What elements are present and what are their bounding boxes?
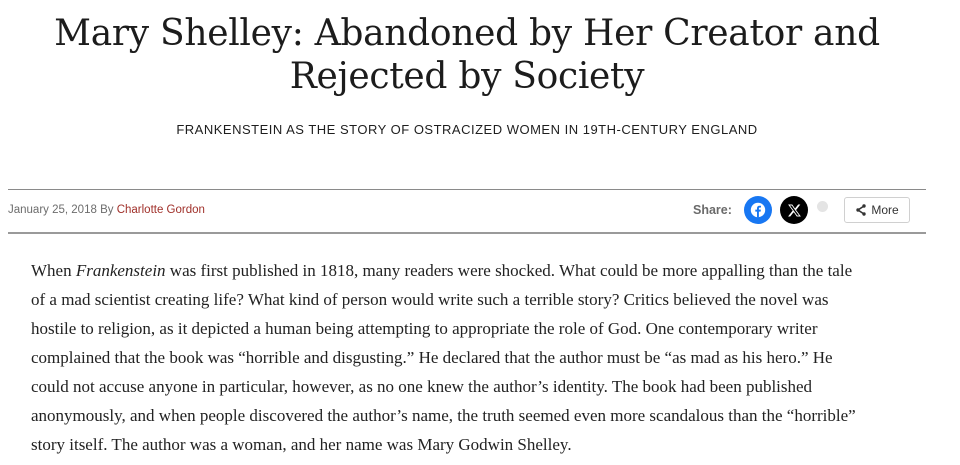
body-line: hostile to religion, as it depicted a human being attempting to appropriate the role of God. One contemporary writer xyxy=(31,319,818,338)
more-share-button[interactable] xyxy=(844,197,910,223)
meta-divider-top xyxy=(8,189,926,190)
body-text-fragment: When xyxy=(31,261,76,280)
byline xyxy=(8,204,205,216)
more-share-dot xyxy=(817,201,828,212)
x-share-button[interactable] xyxy=(780,196,808,224)
body-line: could not accuse anyone in particular, however, as no one knew the author’s identity. The book had been published xyxy=(31,377,813,396)
meta-divider-bottom xyxy=(8,232,926,234)
headline-line-2: Rejected by Society xyxy=(289,56,645,97)
more-label: More xyxy=(871,203,899,217)
facebook-icon xyxy=(750,202,766,218)
share-label: Share: xyxy=(693,203,732,217)
article-body xyxy=(31,256,931,459)
author-link[interactable]: Charlotte Gordon xyxy=(116,204,205,216)
body-text-fragment: was first published in 1818, many readers were shocked. What could be more appalling than the tale xyxy=(165,261,853,280)
article-headline xyxy=(0,12,934,98)
book-title: Frankenstein xyxy=(75,261,166,280)
body-line: story itself. The author was a woman, and her name was Mary Godwin Shelley. xyxy=(31,435,572,454)
publish-date: January 25, 2018 xyxy=(8,204,97,216)
by-label: By xyxy=(100,204,114,216)
body-line xyxy=(31,256,931,285)
x-icon xyxy=(788,204,801,217)
share-icon xyxy=(855,204,867,216)
body-line: of a mad scientist creating life? What kind of person would write such a terrible story? Critics believed the novel was xyxy=(31,290,829,309)
headline-line-1: Mary Shelley: Abandoned by Her Creator and xyxy=(54,13,880,54)
body-line: anonymously, and when people discovered the author’s name, the truth seemed even more scandalous than the “horrible” xyxy=(31,406,856,425)
article-subheadline: FRANKENSTEIN AS THE STORY OF OSTRACIZED WOMEN IN 19TH-CENTURY ENGLAND xyxy=(176,122,758,137)
body-line: complained that the book was “horrible and disgusting.” He declared that the author must be “as mad as his hero.” He xyxy=(31,348,833,367)
facebook-share-button[interactable] xyxy=(744,196,772,224)
